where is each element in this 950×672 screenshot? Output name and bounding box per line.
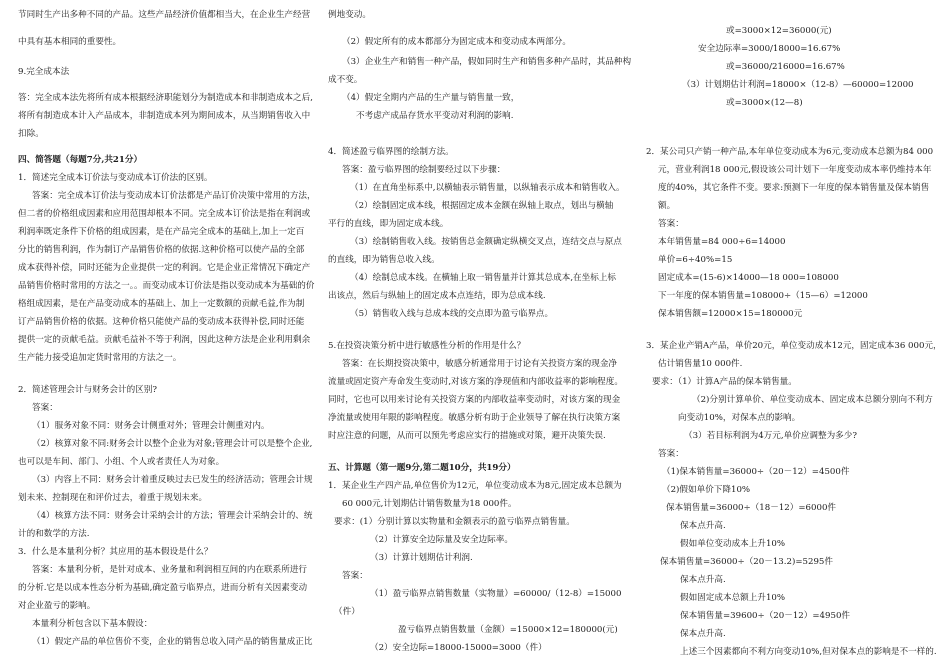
middle-text-line: （5）销售收入线与总成本线的交点即为盈亏临界点。 xyxy=(350,309,554,319)
right-text-line: 上述三个因素都向不利方向变动10%,但对保本点的影响是不一样的. xyxy=(680,647,937,657)
middle-text-line: 五、计算题（第一题9分,第二题10分，共19分） xyxy=(328,463,516,473)
left-text-line: 提供一定的贡献毛益。贡献毛益补不等于利润，因此这种方法是企业利用剩余 xyxy=(18,335,311,345)
left-text-line: 生产能力接受追加定货时常用的方法之一。 xyxy=(18,353,182,363)
right-text-line: （2)假如单价下降10% xyxy=(662,485,751,495)
left-text-line: 答：完全成本法先将所有成本根据经济职能划分为制造成本和非制造成本之后, xyxy=(18,93,313,103)
middle-text-line: 盈亏临界点销售数量（金额）=15000×12=180000(元) xyxy=(398,625,618,635)
right-text-line: 固定成本=(15-6)×14000—18 000=108000 xyxy=(658,273,839,283)
right-text-line: 2．某公司只产销一种产品,本年单位变动成本为6元,变动成本总额为84 000 xyxy=(646,147,934,157)
middle-text-line: （3）绘制销售收入线。按销售总金额确定纵横交叉点，连结交点与原点 xyxy=(350,237,622,247)
middle-text-line: 要求：(1）分别计算以实物量和金额表示的盈亏临界点销售量。 xyxy=(334,517,575,527)
middle-text-line: 例地变动。 xyxy=(328,10,371,20)
right-text-line: 保本销售量=39600÷（20－12）=4950件 xyxy=(680,611,851,621)
middle-text-line: 时应注意的问题，从而可以预先考虑应实行的措施或对策，避开决策失误. xyxy=(328,431,606,441)
left-text-line: （3）内容上不同：财务会计着重反映过去已发生的经济活动；管理会计规 xyxy=(32,475,313,485)
left-text-line: 计的和数学的方法. xyxy=(18,529,90,539)
middle-text-line: （4）假定全期内产品的生产量与销售量一致， xyxy=(342,93,520,103)
middle-text-line: 60 000元,计划期估计销售数量为18 000件。 xyxy=(342,499,517,509)
left-text-line: 答案：本量利分析，是针对成本、业务量和利润相互间的内在联系所进行 xyxy=(32,565,308,575)
left-text-line: 9.完全成本法 xyxy=(18,67,70,77)
left-text-line: 利润率既定条件下价格的组成因素，是在产品完全成本的基础上,加上一定百 xyxy=(18,227,305,237)
right-text-line: 假如单位变动成本上升10% xyxy=(680,539,786,549)
left-text-line: 但二者的价格组成因素和应用范围却根本不同。完全成本订价法是指在利润或 xyxy=(18,209,311,219)
left-text-line: 将所有制造成本计入产品成本，非制造成本列为期间成本，从当期销售收入中 xyxy=(18,111,311,121)
left-text-line: 品销售价格时常用的方法之一。。而变动成本订价法是指以变动成本为基础的价 xyxy=(18,281,315,291)
right-text-line: 单价=6÷40%=15 xyxy=(658,255,733,265)
middle-text-line: 流量或固定资产寿命发生变动时,对该方案的净现值和内部收益率的影响程度。 xyxy=(328,377,623,387)
middle-text-line: 的直线，即为销售总收入线。 xyxy=(328,255,440,265)
left-text-line: 分比的销售利润，作为制订产品销售价格的依据.这种价格可以使产品的全部 xyxy=(18,245,305,255)
middle-text-line: 5.在投资决策分析中进行敏感性分析的作用是什么？ xyxy=(328,341,526,351)
middle-text-line: 不考虑产成品存货水平变动对利润的影响. xyxy=(356,111,514,121)
left-text-line: （1）假定产品的单位售价不变，企业的销售总收入同产品的销售量成正比 xyxy=(32,637,313,647)
right-text-line: （1)保本销售量=36000÷（20－12）=4500件 xyxy=(662,467,850,477)
middle-text-line: （3）企业生产和销售一种产品，假如同时生产和销售多种产品时，其品种构 xyxy=(342,57,632,67)
right-text-line: 元，营业利润18 000元,假设该公司计划下一年度变动成本率仍维持本年 xyxy=(658,165,932,175)
middle-text-line: （1）盈亏临界点销售数量（实物量）=60000/（12-8）=15000 xyxy=(370,589,622,599)
left-text-line: 答案： xyxy=(32,403,58,413)
right-text-line: 保本点升高. xyxy=(680,575,726,585)
left-text-line: 对企业盈亏的影响。 xyxy=(18,601,96,611)
middle-text-line: 平行的直线，即为固定成本线。 xyxy=(328,219,449,229)
middle-text-line: 答案： xyxy=(342,571,368,581)
left-text-line: （4）核算方法不同：财务会计采纳会计的方法；管理会计采纳会计的、统 xyxy=(32,511,313,521)
right-text-line: （2)分别计算单价、单位变动成本、固定成本总额分别向不利方 xyxy=(692,395,933,405)
middle-text-line: （4）绘制总成本线。在横轴上取一销售量并计算其总成本,在坐标上标 xyxy=(350,273,617,283)
middle-text-line: （2）假定所有的成本都部分为固定成本和变动成本两部分。 xyxy=(342,37,571,47)
middle-text-line: （1）在直角坐标系中,以横轴表示销售量，以纵轴表示成本和销售收入。 xyxy=(350,183,625,193)
middle-text-line: 成不变。 xyxy=(328,75,363,85)
left-text-line: 订产品销售价格的依据。这种价格只能使产品的变动成本获得补偿,同时还能 xyxy=(18,317,305,327)
middle-text-line: 答案：在长期投资决策中，敏感分析通常用于讨论有关投资方案的现金净 xyxy=(342,359,618,369)
left-text-line: （2）核算对象不同:财务会计以整个企业为对象;管理会计可以是整个企业, xyxy=(32,439,313,449)
right-text-line: 或=3000×12=36000(元) xyxy=(726,26,832,36)
left-text-line: 的分析.它是以成本性态分析为基础,确定盈亏临界点，进而分析有关因素变动 xyxy=(18,583,308,593)
right-text-line: 向变动10%，对保本点的影响。 xyxy=(678,413,801,423)
middle-text-line: 净流量或使用年限的影响程度。敏感分析有助于企业领导了解在执行决策方案 xyxy=(328,413,621,423)
left-text-line: 1．简述完全成本订价法与变动成本订价法的区别。 xyxy=(18,173,213,183)
left-text-line: 2．简述管理会计与财务会计的区别? xyxy=(18,385,157,395)
left-text-line: 中具有基本相同的重要性。 xyxy=(18,37,122,47)
right-text-line: 保本销售量=36000÷（20－13.2)=5295件 xyxy=(660,557,833,567)
middle-text-line: （2）安全边际=18000-15000=3000（件） xyxy=(370,643,547,653)
right-text-line: 保本点升高. xyxy=(680,521,726,531)
right-text-line: 要求：（1）计算A产品的保本销售量。 xyxy=(652,377,797,387)
left-text-line: 节同时生产出多种不同的产品。这些产品经济价值都相当大，在企业生产经营 xyxy=(18,10,311,20)
middle-text-line: 同时，它也可以用来讨论有关投资方案的内部收益率变动时，对该方案的现金 xyxy=(328,395,621,405)
left-text-line: 本量利分析包含以下基本假设： xyxy=(32,619,153,629)
left-text-line: （1）服务对象不同：财务会计侧重对外；管理会计侧重对内。 xyxy=(32,421,270,431)
right-text-line: 假如固定成本总额上升10% xyxy=(680,593,786,603)
right-text-line: 答案： xyxy=(658,449,684,459)
right-text-line: 答案： xyxy=(658,219,684,229)
middle-text-line: （3）计算计划期估计利润. xyxy=(370,553,473,563)
right-text-line: 保本点升高. xyxy=(680,629,726,639)
right-text-line: 安全边际率=3000/18000=16.67% xyxy=(698,44,841,54)
left-text-line: 四、简答题（每题7分,共21分） xyxy=(18,155,143,165)
right-text-line: 或=3000×(12—8) xyxy=(726,98,803,108)
right-text-line: 度的40%，其它条件不变。要求:预测下一年度的保本销售量及保本销售 xyxy=(658,183,930,193)
middle-text-line: （件） xyxy=(334,607,360,617)
right-text-line: 额。 xyxy=(658,201,676,211)
left-text-line: 扣除。 xyxy=(18,129,44,139)
middle-text-line: （2）绘制固定成本线，根据固定成本金额在纵轴上取点，划出与横轴 xyxy=(350,201,614,211)
middle-text-line: （2）计算安全边际量及安全边际率。 xyxy=(370,535,513,545)
right-text-line: 3．某企业产销A产品，单价20元，单位变动成本12元，固定成本36 000元， xyxy=(646,341,942,351)
middle-text-line: 出该点，然后与纵轴上的固定成本点连结，即为总成本线. xyxy=(328,291,546,301)
middle-text-line: 1．某企业生产四产品,单位售价为12元，单位变动成本为8元,固定成本总额为 xyxy=(328,481,622,491)
middle-text-line: 答案：盈亏临界图的绘制要经过以下步骤： xyxy=(342,165,506,175)
right-text-line: 保本销售额=12000×15=180000元 xyxy=(658,309,803,319)
right-text-line: （3）计划期估计利润=18000×（12-8）—60000=12000 xyxy=(682,80,914,90)
middle-text-line: 4．简述盈亏临界图的绘制方法。 xyxy=(328,147,454,157)
left-text-line: 也可以是车间、部门、小组、个人或者责任人为对象。 xyxy=(18,457,225,467)
left-text-line: 3．什么是本量利分析？其应用的基本假设是什么？ xyxy=(18,547,213,557)
right-text-line: （3）若目标利润为4万元,单价应调整为多少? xyxy=(684,431,857,441)
left-text-line: 格组成因素，是在产品变动成本的基础上、加上一定数额的贡献毛益,作为制 xyxy=(18,299,305,309)
right-text-line: 下一年度的保本销售量=108000÷（15—6）=12000 xyxy=(658,291,868,301)
left-text-line: 答案：完全成本订价法与变动成本订价法都是产品订价决策中常用的方法， xyxy=(32,191,316,201)
right-text-line: 本年销售量=84 000÷6=14000 xyxy=(658,237,786,247)
left-text-line: 划未来、控制现在和评价过去，着重于规划未来。 xyxy=(18,493,208,503)
right-text-line: 估计销售量10 000件. xyxy=(658,359,743,369)
right-text-line: 或=36000/216000=16.67% xyxy=(726,62,845,72)
right-text-line: 保本销售量=36000÷（18－12）=6000件 xyxy=(666,503,837,513)
left-text-line: 成本获得补偿，同时还能为企业提供一定的利润。它是企业正常情况下确定产 xyxy=(18,263,311,273)
